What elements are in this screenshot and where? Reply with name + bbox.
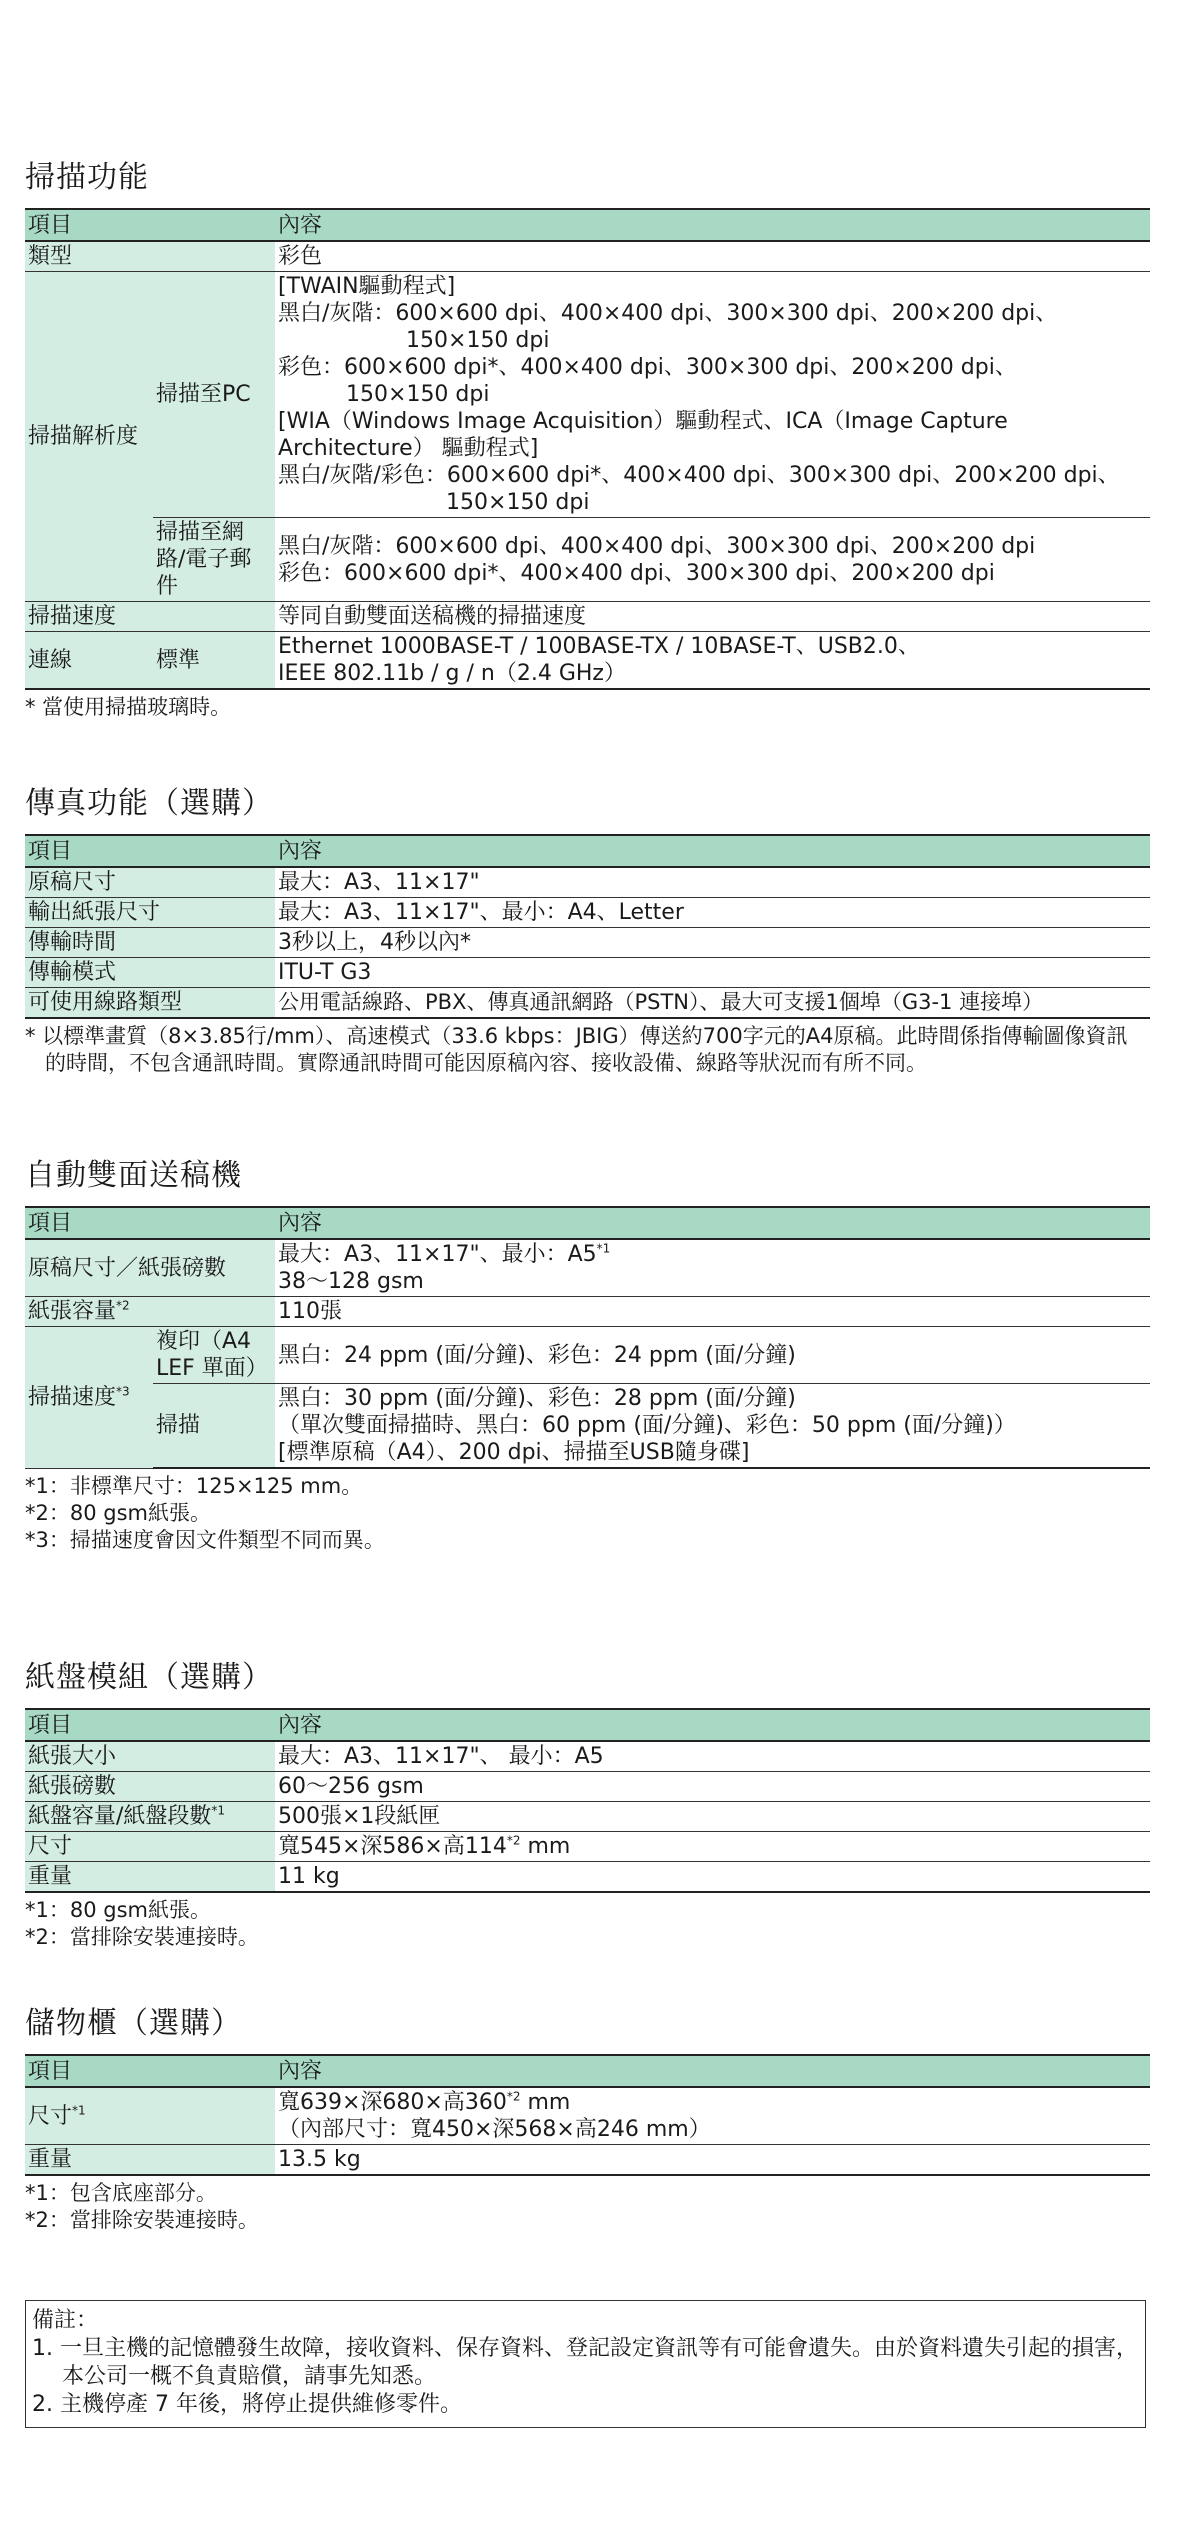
fax-row-label: 傳輸時間: [25, 928, 275, 958]
scan-note: * 當使用掃描玻璃時。: [25, 695, 232, 719]
scan-speed-label: 掃描速度: [25, 602, 275, 632]
cabinet-section: [25, 2006, 1150, 2234]
fax-row-value: ITU-T G3: [275, 958, 1150, 988]
scan-speed-value: 等同自動雙面送稿機的掃描速度: [275, 602, 1150, 632]
footnote-mark: *3: [116, 1384, 130, 1399]
fax-row-label: 可使用線路類型: [25, 988, 275, 1019]
adf-speed-label: [25, 1327, 153, 1469]
cabinet-table: [25, 2054, 1150, 2176]
tray-row-value: 60～256 gsm: [275, 1772, 1150, 1802]
footnote-mark: *2: [116, 1298, 130, 1313]
header-item: 項目: [25, 1709, 275, 1741]
tray-row-value: 11 kg: [275, 1862, 1150, 1893]
adf-scan-value: [275, 1384, 1150, 1469]
remark-item: 1. 一旦主機的記憶體發生故障，接收資料、保存資料、登記設定資訊等有可能會遺失。由於資料遺失引起的損害，本公司一概不負責賠償，請事先知悉。: [32, 2336, 1138, 2389]
scan-title: 掃描功能: [25, 160, 149, 195]
header-item: 項目: [25, 2055, 275, 2087]
fax-row-value: 公用電話線路、PBX、傳真通訊網路（PSTN）、最大可支援1個埠（G3-1 連接埠）: [275, 988, 1150, 1019]
cabinet-title: 儲物櫃（選購）: [25, 2006, 242, 2041]
cabinet-weight-value: 13.5 kg: [275, 2145, 1150, 2176]
capacity-label-text: 紙張容量: [28, 1299, 117, 1324]
cabinet-weight-label: 重量: [25, 2145, 275, 2176]
connection-value: [275, 632, 1150, 690]
adf-scan-label: 掃描: [153, 1384, 275, 1469]
tray-dim-text: 寬545×深586×高114: [278, 1834, 507, 1859]
tray-row-label: 重量: [25, 1862, 275, 1893]
header-item: 項目: [25, 209, 275, 241]
footnote-mark: *1: [72, 2103, 86, 2118]
remarks-box: [25, 2300, 1146, 2428]
adf-note: *1：非標準尺寸：125×125 mm。: [25, 1474, 363, 1498]
fax-row-value: 3秒以上，4秒以內*: [275, 928, 1150, 958]
tray-section: [25, 1660, 1150, 1951]
net-line: 彩色：600×600 dpi*、400×400 dpi、300×300 dpi、200×200 dpi: [278, 560, 995, 586]
capacity-label: [25, 1297, 275, 1327]
pc-line: 彩色：600×600 dpi*、400×400 dpi、300×300 dpi、200×200 dpi、: [278, 355, 1017, 380]
header-item: 項目: [25, 835, 275, 867]
tray-row-label: 尺寸: [25, 1832, 275, 1862]
conn-line: Ethernet 1000BASE-T / 100BASE-TX / 10BASE-T、USB2.0、: [278, 634, 920, 659]
pc-line: [WIA（Windows Image Acquisition）驅動程式、ICA（Image Capture: [278, 409, 1008, 434]
doc-size-label: 原稿尺寸／紙張磅數: [25, 1239, 275, 1297]
adf-table: [25, 1206, 1150, 1469]
scan-section: [25, 160, 1150, 721]
tray-row-value: 500張×1段紙匣: [275, 1802, 1150, 1832]
connection-label: 連線: [25, 632, 153, 690]
pc-line: 150×150 dpi: [346, 382, 490, 407]
footnote-mark: *1: [211, 1803, 226, 1818]
cabinet-size-label: [25, 2087, 275, 2145]
tray-title: 紙盤模組（選購）: [25, 1660, 273, 1695]
adf-title: 自動雙面送稿機: [25, 1158, 242, 1193]
resolution-label: 掃描解析度: [25, 272, 153, 602]
header-item: 項目: [25, 1207, 275, 1239]
header-content: 內容: [275, 209, 1150, 241]
tray-row-label: 紙張大小: [25, 1741, 275, 1772]
type-value: 彩色: [275, 241, 1150, 272]
cabinet-note: *2：當排除安裝連接時。: [25, 2208, 259, 2232]
pc-line: 150×150 dpi: [446, 490, 590, 515]
cabinet-size-label-text: 尺寸: [28, 2103, 73, 2129]
footnote-mark: *2: [506, 2089, 521, 2104]
type-label: 類型: [25, 241, 275, 272]
adf-note: *2：80 gsm紙張。: [25, 1501, 211, 1525]
pc-line: [TWAIN驅動程式]: [278, 274, 456, 299]
fax-table: [25, 834, 1150, 1019]
adf-scan-line: （單次雙面掃描時、黑白：60 ppm (面/分鐘)、彩色：50 ppm (面/分鐘)）: [278, 1413, 1016, 1438]
adf-note: *3：掃描速度會因文件類型不同而異。: [25, 1528, 385, 1552]
remarks-title: 備註：: [32, 2308, 99, 2333]
pc-line: 黑白/灰階/彩色：600×600 dpi*、400×400 dpi、300×300 dpi、200×200 dpi、: [278, 463, 1120, 488]
net-line: 黑白/灰階：600×600 dpi、400×400 dpi、300×300 dpi、200×200 dpi: [278, 533, 1036, 559]
doc-size-value: [275, 1239, 1150, 1297]
adf-scan-line: [標準原稿（A4）、200 dpi、掃描至USB隨身碟]: [278, 1440, 750, 1465]
scan-to-network-value: [275, 518, 1150, 602]
scan-table: [25, 208, 1150, 690]
scan-to-pc-label: 掃描至PC: [153, 272, 275, 518]
fax-title: 傳真功能（選購）: [25, 786, 273, 821]
tray-note: *1：80 gsm紙張。: [25, 1898, 211, 1922]
header-content: 內容: [275, 835, 1150, 867]
fax-note: * 以標準畫質（8×3.85行/mm）、高速模式（33.6 kbps：JBIG）傳送約700字元的A4原稿。此時間係指傳輸圖像資訊的時間，不包含通訊時間。實際通訊時間可能因原稿內容、接收設備、線路等狀況而有所不同。: [25, 1024, 1128, 1075]
fax-section: [25, 786, 1150, 1077]
pc-line: 150×150 dpi: [406, 328, 550, 353]
header-content: 內容: [275, 1207, 1150, 1239]
connection-sub-label: 標準: [153, 632, 275, 690]
cabinet-dim-unit: mm: [520, 2090, 571, 2115]
remark-item: 2. 主機停產 7 年後，將停止提供維修零件。: [32, 2392, 462, 2417]
adf-section: [25, 1158, 1150, 1554]
header-content: 內容: [275, 1709, 1150, 1741]
doc-weight-line: 38～128 gsm: [278, 1269, 424, 1294]
tray-dim-unit: mm: [520, 1834, 571, 1859]
cabinet-dim-text: 寬639×深680×高360: [278, 2090, 507, 2115]
fax-row-label: 傳輸模式: [25, 958, 275, 988]
adf-scan-line: 黑白：30 ppm (面/分鐘)、彩色：28 ppm (面/分鐘): [278, 1386, 796, 1411]
cabinet-notes: [25, 2180, 1150, 2234]
scan-to-network-label: 掃描至網路/電子郵件: [153, 518, 275, 602]
tray-notes: [25, 1897, 1150, 1951]
footnote-mark: *1: [596, 1241, 611, 1256]
adf-speed-label-text: 掃描速度: [28, 1384, 117, 1410]
copy-value: 黑白：24 ppm (面/分鐘)、彩色：24 ppm (面/分鐘): [275, 1327, 1150, 1384]
cabinet-inner-dim: （內部尺寸：寬450×深568×高246 mm）: [278, 2117, 711, 2142]
fax-row-value: 最大：A3、11×17"、最小：A4、Letter: [275, 898, 1150, 928]
tray-table: [25, 1708, 1150, 1893]
scan-to-pc-value: [275, 272, 1150, 518]
cabinet-note: *1：包含底座部分。: [25, 2181, 217, 2205]
tray-label-text: 紙盤容量/紙盤段數: [28, 1804, 212, 1829]
fax-row-label: 輸出紙張尺寸: [25, 898, 275, 928]
tray-note: *2：當排除安裝連接時。: [25, 1925, 259, 1949]
tray-row-value: [275, 1832, 1150, 1862]
capacity-value: 110張: [275, 1297, 1150, 1327]
tray-row-label: 紙張磅數: [25, 1772, 275, 1802]
tray-row-value: 最大：A3、11×17"、 最小：A5: [275, 1741, 1150, 1772]
fax-row-label: 原稿尺寸: [25, 867, 275, 898]
copy-label: 複印（A4 LEF 單面）: [153, 1327, 275, 1384]
adf-notes: [25, 1473, 1150, 1554]
fax-row-value: 最大：A3、11×17": [275, 867, 1150, 898]
pc-line: 黑白/灰階：600×600 dpi、400×400 dpi、300×300 dpi、200×200 dpi、: [278, 301, 1058, 326]
footnote-mark: *2: [506, 1833, 521, 1848]
tray-row-label: [25, 1802, 275, 1832]
header-content: 內容: [275, 2055, 1150, 2087]
doc-size-line: 最大：A3、11×17"、最小：A5: [278, 1242, 597, 1267]
cabinet-size-value: [275, 2087, 1150, 2145]
conn-line: IEEE 802.11b / g / n（2.4 GHz）: [278, 661, 626, 686]
pc-line: Architecture） 驅動程式]: [278, 436, 539, 461]
